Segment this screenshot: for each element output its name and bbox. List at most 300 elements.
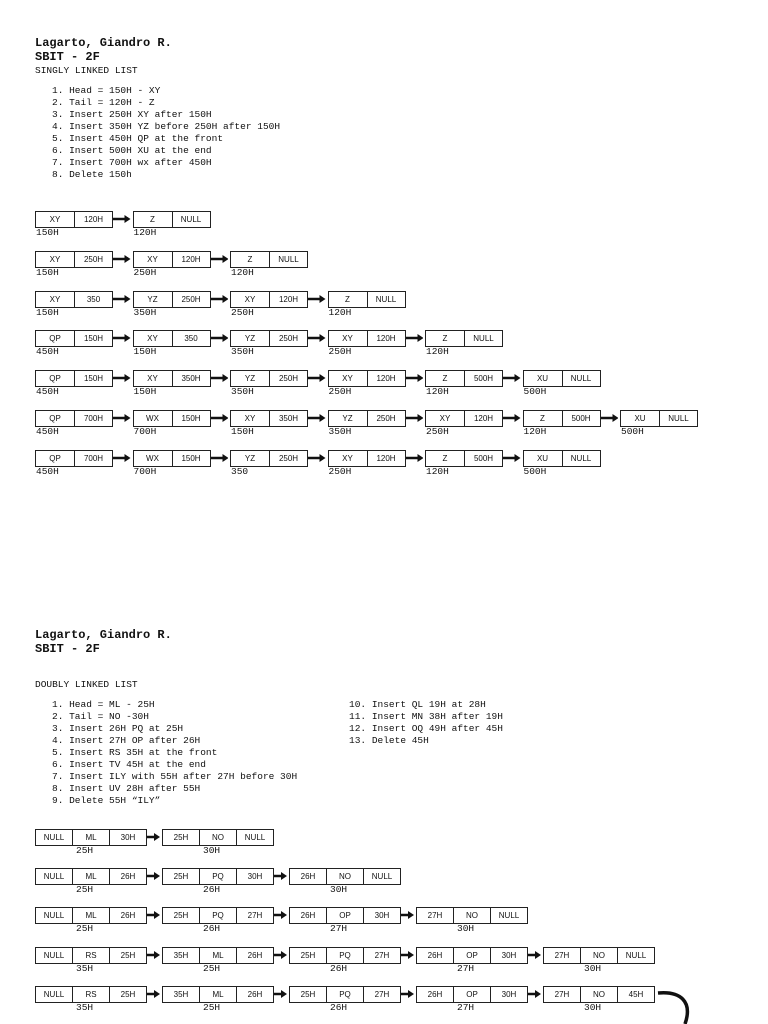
- list-node: [133, 450, 211, 467]
- node-data: Z: [345, 294, 350, 304]
- step-item: [52, 145, 280, 157]
- arrow-right-icon: [113, 255, 131, 263]
- node-data: QP: [49, 453, 61, 463]
- section-code: SBIT - 2F: [35, 642, 100, 656]
- node-address: 120H: [231, 266, 254, 278]
- node-next: 500H: [562, 411, 600, 426]
- arrow-right-icon: [401, 951, 414, 959]
- arrow-right-icon: [113, 215, 131, 223]
- node-address: 250H: [231, 306, 254, 318]
- node-data: ML: [199, 948, 236, 963]
- node-next: NULL: [490, 908, 527, 923]
- node-data: PQ: [326, 987, 363, 1002]
- node-data: XY: [147, 334, 158, 344]
- step-text: Insert 700H wx after 450H: [69, 157, 212, 168]
- list-node: [328, 291, 406, 308]
- step-text: Insert RS 35H at the front: [69, 747, 218, 758]
- node-prev: 26H: [427, 989, 443, 999]
- node-next: 25H: [109, 948, 146, 963]
- node-data: XY: [244, 294, 256, 304]
- node-next: 350: [172, 331, 210, 346]
- node-address: 450H: [36, 346, 59, 358]
- list-node: [328, 370, 406, 387]
- node-address: 700H: [133, 426, 157, 437]
- list-node: [230, 450, 308, 467]
- list-node: [543, 947, 655, 964]
- node-next: 250H: [172, 292, 210, 307]
- step-number: 4.: [52, 121, 70, 132]
- node-address: 150H: [36, 227, 59, 238]
- list-node: [523, 410, 601, 427]
- arrow-right-icon: [274, 990, 287, 998]
- step-item: [52, 747, 297, 759]
- step-number: 7.: [52, 771, 70, 782]
- node-data: XY: [342, 374, 353, 384]
- node-address: 27H: [457, 1001, 475, 1013]
- node-data: XY: [244, 414, 256, 423]
- node-address: 25H: [203, 1001, 221, 1013]
- step-item: [52, 169, 280, 181]
- node-address: 500H: [523, 465, 547, 477]
- list-row: [0, 868, 768, 904]
- node-next: 350H: [269, 411, 307, 426]
- node-address: 450H: [36, 465, 59, 477]
- step-item: [52, 759, 297, 771]
- node-prev: 25H: [173, 833, 189, 842]
- node-next: 30H: [490, 948, 527, 963]
- step-number: 2.: [52, 97, 70, 108]
- list-node: [230, 251, 308, 268]
- node-next: 27H: [363, 948, 400, 963]
- node-data: XY: [49, 215, 61, 224]
- list-node: [133, 291, 211, 308]
- list-node: [230, 370, 308, 387]
- step-text: Insert 27H OP after 26H: [69, 735, 201, 746]
- list-node: [230, 330, 308, 347]
- node-address: 350H: [231, 386, 254, 398]
- node-address: 30H: [457, 923, 475, 935]
- node-address: 250H: [426, 426, 449, 437]
- node-data: NO: [580, 948, 617, 963]
- node-address: 250H: [133, 266, 157, 278]
- node-next: 26H: [236, 987, 273, 1002]
- node-address: 30H: [584, 962, 602, 974]
- node-address: 150H: [36, 266, 59, 278]
- node-address: 350H: [133, 306, 157, 318]
- node-prev: 25H: [173, 872, 189, 882]
- list-node: [416, 986, 528, 1003]
- step-item: [52, 85, 280, 97]
- step-item: [349, 735, 503, 747]
- list-node: [162, 829, 274, 846]
- node-prev: NULL: [43, 989, 65, 999]
- node-address: 27H: [457, 962, 475, 974]
- step-text: Insert UV 28H after 55H: [69, 783, 201, 794]
- node-next: NULL: [363, 869, 400, 884]
- arrow-right-icon: [274, 872, 287, 880]
- node-address: 250H: [328, 386, 352, 398]
- list-node: [162, 947, 274, 964]
- list-node: [35, 829, 147, 846]
- step-text: Insert 26H PQ at 25H: [69, 723, 184, 734]
- node-data: XY: [147, 254, 158, 264]
- step-number: 8.: [52, 169, 70, 180]
- node-address: 500H: [523, 386, 547, 398]
- node-next: 26H: [236, 948, 273, 963]
- arrow-right-icon: [113, 334, 131, 342]
- arrow-right-icon: [308, 334, 326, 342]
- node-address: 30H: [330, 884, 348, 896]
- node-next: 30H: [490, 987, 527, 1002]
- node-prev: NULL: [43, 833, 65, 842]
- list-node: [133, 410, 211, 427]
- list-node: [230, 410, 308, 427]
- node-data: NO: [580, 987, 617, 1002]
- list-node: [289, 868, 401, 885]
- node-data: QP: [49, 334, 61, 344]
- step-number: 11.: [349, 711, 372, 722]
- node-next: NULL: [464, 331, 502, 346]
- doubly-title: DOUBLY LINKED LIST: [35, 679, 138, 690]
- node-prev: NULL: [43, 950, 65, 960]
- singly-title: SINGLY LINKED LIST: [35, 65, 138, 76]
- list-node: [35, 450, 113, 467]
- node-next: 45H: [617, 987, 654, 1002]
- step-text: Insert ILY with 55H after 27H before 30H: [69, 771, 298, 782]
- step-number: 1.: [52, 699, 70, 710]
- list-node: [133, 370, 211, 387]
- list-node: [425, 330, 503, 347]
- node-next: NULL: [617, 948, 654, 963]
- node-address: 150H: [133, 346, 157, 358]
- arrow-right-icon: [147, 872, 160, 880]
- node-prev: 27H: [427, 911, 443, 921]
- arrow-right-icon: [211, 414, 229, 422]
- list-row: [0, 907, 768, 943]
- node-next: 250H: [367, 411, 405, 426]
- list-node: [162, 907, 274, 924]
- curved-arrow-icon: [655, 985, 700, 1024]
- node-next: 120H: [367, 451, 405, 466]
- arrow-right-icon: [211, 454, 229, 462]
- arrow-right-icon: [147, 911, 160, 919]
- node-next: 150H: [172, 451, 210, 466]
- arrow-right-icon: [528, 990, 541, 998]
- node-data: NO: [453, 908, 490, 923]
- list-node: [162, 986, 274, 1003]
- arrow-right-icon: [211, 334, 229, 342]
- author-name: Lagarto, Giandro R.: [35, 628, 172, 642]
- node-prev: 27H: [554, 989, 570, 999]
- list-node: [35, 291, 113, 308]
- node-data: YZ: [244, 334, 256, 344]
- node-next: 120H: [367, 331, 405, 346]
- arrow-right-icon: [308, 374, 326, 382]
- node-data: Z: [150, 215, 155, 224]
- arrow-right-icon: [406, 334, 424, 342]
- step-number: 6.: [52, 145, 70, 156]
- step-item: [349, 699, 503, 711]
- node-address: 26H: [330, 962, 348, 974]
- step-item: [349, 723, 503, 735]
- step-number: 4.: [52, 735, 70, 746]
- node-address: 450H: [36, 386, 59, 398]
- node-data: NO: [326, 869, 363, 884]
- arrow-right-icon: [406, 374, 424, 382]
- node-address: 150H: [231, 426, 254, 437]
- node-prev: 27H: [554, 950, 570, 960]
- list-row: [0, 370, 768, 406]
- node-address: 26H: [330, 1001, 348, 1013]
- step-number: 6.: [52, 759, 70, 770]
- list-node: [230, 291, 308, 308]
- node-next: 250H: [74, 252, 112, 267]
- step-number: 13.: [349, 735, 372, 746]
- step-number: 5.: [52, 747, 70, 758]
- list-node: [133, 251, 211, 268]
- node-next: 120H: [464, 411, 502, 426]
- list-node: [133, 330, 211, 347]
- arrow-right-icon: [528, 951, 541, 959]
- arrow-right-icon: [211, 374, 229, 382]
- step-item: [52, 699, 297, 711]
- list-node: [35, 410, 113, 427]
- node-data: XY: [342, 334, 353, 344]
- node-next: NULL: [562, 371, 600, 386]
- list-node: [35, 868, 147, 885]
- node-data: RS: [72, 987, 109, 1002]
- step-text: Insert QL 19H at 28H: [371, 699, 486, 710]
- node-next: 25H: [109, 987, 146, 1002]
- step-text: Tail = NO -30H: [69, 711, 149, 722]
- list-node: [523, 370, 601, 387]
- step-number: 7.: [52, 157, 70, 168]
- step-text: Insert 450H QP at the front: [69, 133, 224, 144]
- node-address: 26H: [203, 923, 221, 935]
- node-address: 25H: [76, 923, 94, 935]
- node-prev: NULL: [43, 872, 65, 882]
- list-node: [133, 211, 211, 228]
- node-address: 30H: [584, 1001, 602, 1013]
- node-data: YZ: [244, 453, 256, 463]
- step-text: Head = ML - 25H: [69, 699, 155, 710]
- list-row: [0, 410, 768, 446]
- node-prev: 25H: [300, 989, 316, 999]
- node-address: 350H: [328, 426, 352, 437]
- node-next: 350: [74, 292, 112, 307]
- arrow-right-icon: [113, 414, 131, 422]
- node-next: 500H: [464, 371, 502, 386]
- step-text: Insert MN 38H after 19H: [371, 711, 503, 722]
- step-item: [52, 133, 280, 145]
- list-node: [35, 251, 113, 268]
- node-prev: 35H: [173, 989, 189, 999]
- step-item: [349, 711, 503, 723]
- doubly-steps-left: [52, 699, 297, 807]
- step-number: 3.: [52, 723, 70, 734]
- list-node: [35, 370, 113, 387]
- node-data: ML: [72, 908, 109, 923]
- list-node: [328, 330, 406, 347]
- list-node: [162, 868, 274, 885]
- node-address: 120H: [426, 386, 449, 398]
- node-next: 250H: [269, 451, 307, 466]
- node-next: NULL: [367, 292, 405, 307]
- node-data: ML: [72, 830, 109, 845]
- node-address: 120H: [426, 465, 449, 477]
- node-data: ML: [199, 987, 236, 1002]
- node-prev: 25H: [300, 950, 316, 960]
- arrow-right-icon: [113, 374, 131, 382]
- node-next: 26H: [109, 908, 146, 923]
- arrow-right-icon: [211, 295, 229, 303]
- step-item: [52, 735, 297, 747]
- arrow-right-icon: [503, 374, 521, 382]
- list-node: [620, 410, 698, 427]
- list-node: [416, 907, 528, 924]
- list-node: [328, 450, 406, 467]
- list-node: [543, 986, 655, 1003]
- node-next: 700H: [74, 411, 112, 426]
- node-prev: 26H: [300, 911, 316, 921]
- step-text: Insert 500H XU at the end: [69, 145, 212, 156]
- section-code: SBIT - 2F: [35, 50, 100, 64]
- node-data: XY: [439, 414, 451, 423]
- step-item: [52, 723, 297, 735]
- list-row: [0, 829, 768, 865]
- node-next: 30H: [109, 830, 146, 845]
- node-address: 350: [231, 465, 249, 477]
- node-prev: NULL: [43, 911, 65, 921]
- node-data: XY: [49, 254, 61, 264]
- node-data: XY: [147, 374, 158, 384]
- node-next: 350H: [172, 371, 210, 386]
- list-node: [425, 410, 503, 427]
- list-node: [289, 947, 401, 964]
- node-data: WX: [146, 414, 159, 423]
- list-node: [35, 986, 147, 1003]
- list-row: [0, 986, 768, 1022]
- list-row: [0, 947, 768, 983]
- node-data: YZ: [244, 374, 256, 384]
- node-next: 27H: [363, 987, 400, 1002]
- node-next: NULL: [659, 411, 697, 426]
- node-address: 30H: [203, 845, 221, 856]
- node-address: 25H: [76, 845, 94, 856]
- node-next: 150H: [172, 411, 210, 426]
- arrow-right-icon: [308, 454, 326, 462]
- node-address: 500H: [621, 426, 644, 437]
- node-prev: 26H: [300, 872, 316, 882]
- node-next: 500H: [464, 451, 502, 466]
- list-node: [416, 947, 528, 964]
- node-data: Z: [247, 254, 253, 264]
- step-text: Tail = 120H - Z: [69, 97, 155, 108]
- arrow-right-icon: [113, 295, 131, 303]
- node-next: NULL: [236, 830, 273, 845]
- step-text: Insert OQ 49H after 45H: [371, 723, 503, 734]
- node-data: ML: [72, 869, 109, 884]
- node-address: 120H: [328, 306, 352, 318]
- list-node: [35, 907, 147, 924]
- node-next: 120H: [269, 292, 307, 307]
- arrow-right-icon: [601, 414, 619, 422]
- node-data: Z: [442, 334, 448, 344]
- arrow-right-icon: [406, 454, 424, 462]
- list-row: [0, 251, 768, 287]
- node-data: PQ: [199, 908, 236, 923]
- list-node: [289, 907, 401, 924]
- step-number: 2.: [52, 711, 70, 722]
- node-data: PQ: [326, 948, 363, 963]
- node-address: 35H: [76, 962, 94, 974]
- arrow-right-icon: [147, 951, 160, 959]
- node-data: RS: [72, 948, 109, 963]
- arrow-right-icon: [308, 414, 326, 422]
- node-address: 250H: [328, 346, 352, 358]
- node-next: 700H: [74, 451, 112, 466]
- node-next: 250H: [269, 331, 307, 346]
- node-data: NO: [199, 830, 236, 845]
- arrow-right-icon: [274, 951, 287, 959]
- node-address: 150H: [133, 386, 157, 398]
- step-text: Delete 150h: [69, 169, 132, 180]
- arrow-right-icon: [113, 454, 131, 462]
- arrow-right-icon: [503, 454, 521, 462]
- node-next: 150H: [74, 371, 112, 386]
- arrow-right-icon: [211, 255, 229, 263]
- node-data: XU: [536, 374, 549, 384]
- node-address: 350H: [231, 346, 254, 358]
- list-node: [425, 370, 503, 387]
- node-data: OP: [326, 908, 363, 923]
- node-address: 120H: [523, 426, 547, 437]
- node-next: 150H: [74, 331, 112, 346]
- node-address: 35H: [76, 1001, 94, 1013]
- step-item: [52, 97, 280, 109]
- arrow-right-icon: [406, 414, 424, 422]
- node-data: PQ: [199, 869, 236, 884]
- step-text: Head = 150H - XY: [69, 85, 161, 96]
- node-data: Z: [442, 453, 448, 463]
- node-data: Z: [442, 374, 448, 384]
- node-address: 27H: [330, 923, 348, 935]
- node-data: YZ: [147, 294, 158, 304]
- step-number: 1.: [52, 85, 70, 96]
- arrow-right-icon: [274, 911, 287, 919]
- node-next: 30H: [236, 869, 273, 884]
- step-item: [52, 157, 280, 169]
- node-next: 26H: [109, 869, 146, 884]
- step-number: 3.: [52, 109, 70, 120]
- node-data: WX: [146, 453, 159, 463]
- node-data: XY: [49, 294, 61, 304]
- step-text: Delete 55H “ILY”: [69, 795, 161, 806]
- step-item: [52, 795, 297, 807]
- node-data: OP: [453, 948, 490, 963]
- arrow-right-icon: [308, 295, 326, 303]
- list-node: [35, 947, 147, 964]
- step-item: [52, 711, 297, 723]
- node-prev: 35H: [173, 950, 189, 960]
- list-node: [35, 330, 113, 347]
- node-data: QP: [49, 374, 61, 384]
- node-next: NULL: [562, 451, 600, 466]
- list-node: [289, 986, 401, 1003]
- node-address: 700H: [133, 465, 157, 477]
- node-next: 120H: [172, 252, 210, 267]
- node-address: 120H: [133, 227, 157, 238]
